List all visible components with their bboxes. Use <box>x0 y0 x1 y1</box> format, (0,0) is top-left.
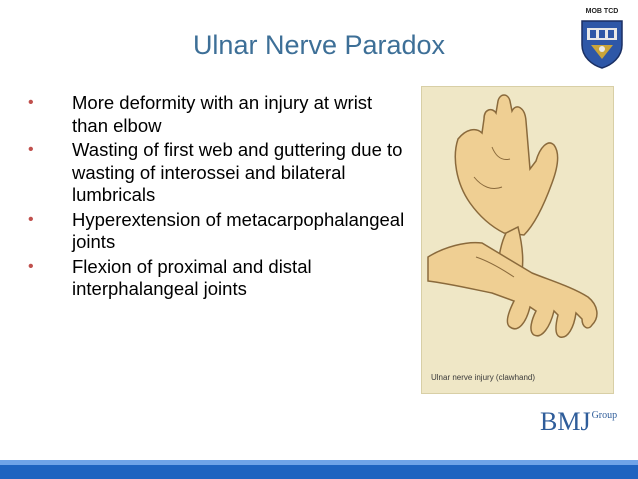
bmj-group-logo <box>540 407 617 437</box>
bullet-item <box>28 139 408 207</box>
hand-illustration <box>422 87 613 393</box>
bullet-text: Wasting of first web and guttering due to wasting of interossei and bilateral lumbricals <box>72 139 403 205</box>
bullet-marker: • <box>28 210 34 228</box>
bullet-text: More deformity with an injury at wrist than elbow <box>72 92 373 136</box>
bullet-marker: • <box>28 257 34 275</box>
bullet-marker: • <box>28 94 34 111</box>
bullet-text: Flexion of proximal and distal interphalangeal joints <box>72 255 312 299</box>
badge-label: MOB TCD <box>585 8 619 15</box>
figure-caption: Ulnar nerve injury (clawhand) <box>431 373 536 382</box>
bullet-text: Hyperextension of metacarpophalangeal joints <box>72 208 405 252</box>
footer-bar <box>0 460 638 479</box>
bullet-marker: • <box>28 141 34 158</box>
slide-title: Ulnar Nerve Paradox <box>192 30 446 60</box>
footer-bar-highlight <box>0 460 638 465</box>
clawhand-figure <box>421 86 614 394</box>
brand-suffix: Group <box>591 410 618 421</box>
bullet-item <box>28 209 408 254</box>
bullet-list <box>28 92 408 303</box>
brand-name: BMJ <box>540 407 591 436</box>
bullet-item <box>28 256 408 301</box>
bullet-item <box>28 92 408 137</box>
